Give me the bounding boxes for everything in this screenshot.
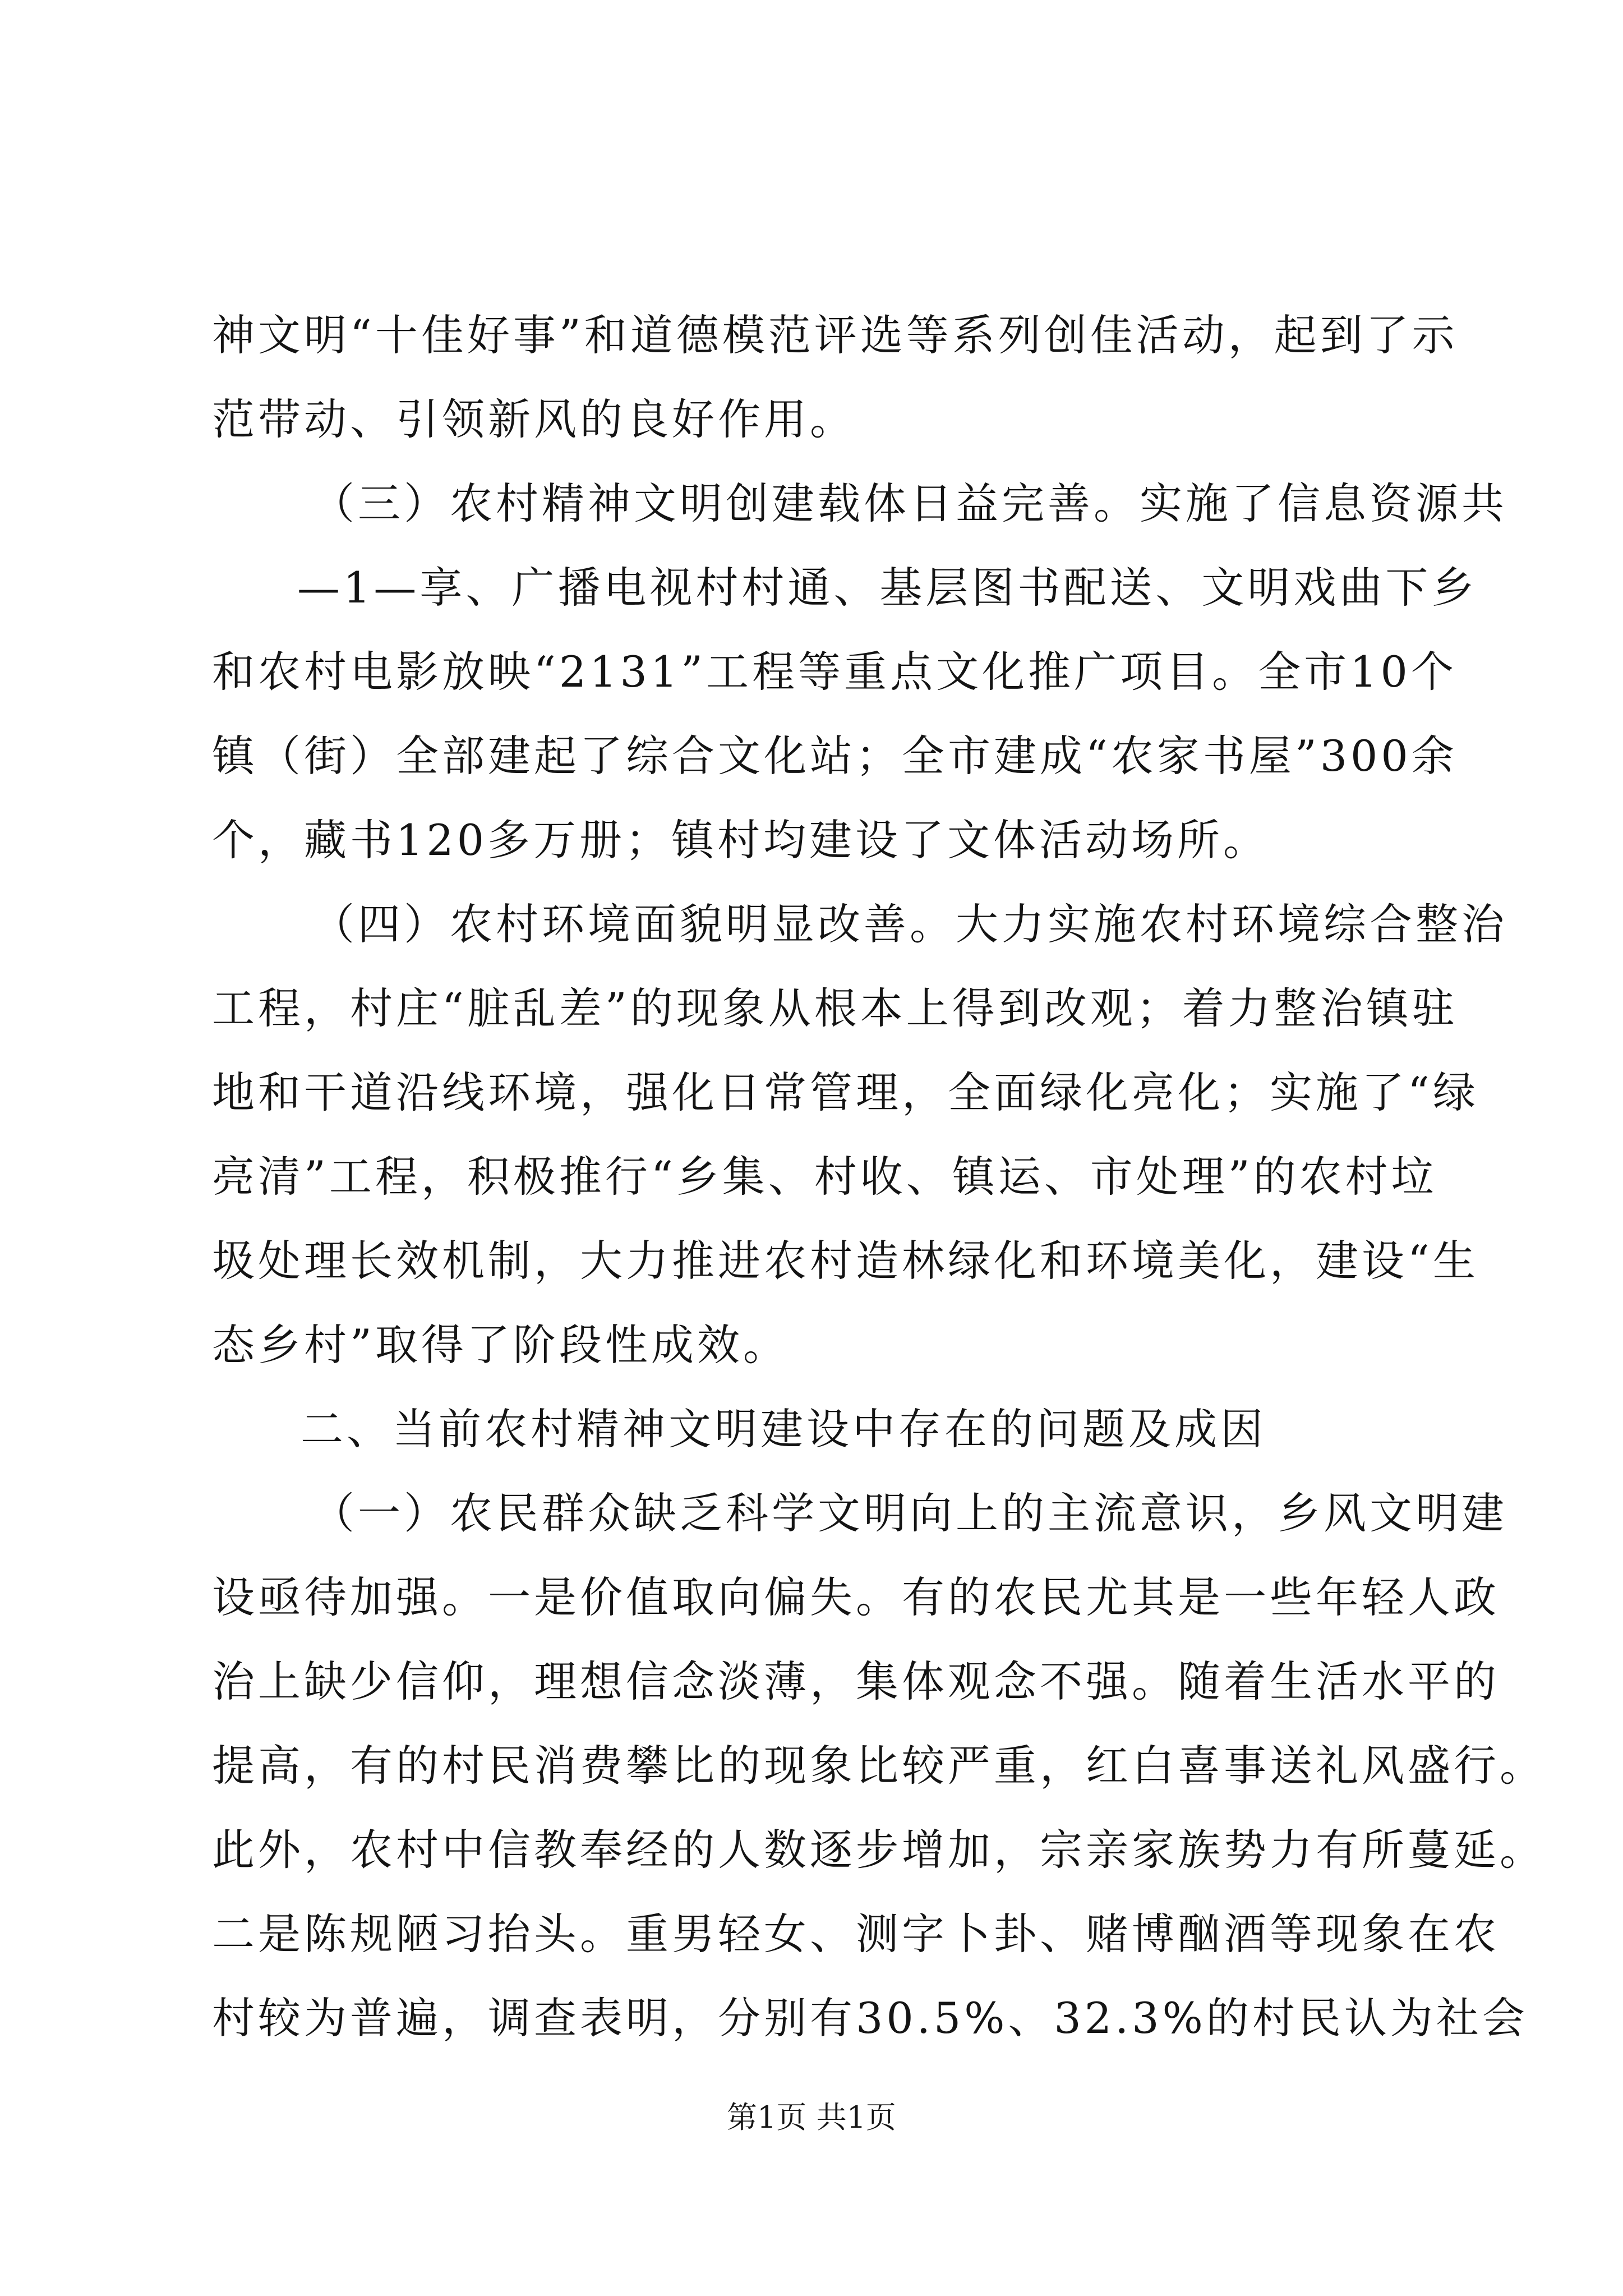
text-line: 亮清”工程，积极推行“乡集、村收、镇运、市处理”的农村垃 [212,1152,1437,1202]
text-line: 和农村电影放映“2131”工程等重点文化推广项目。全市10个 [212,647,1457,697]
text-line: 圾处理长效机制，大力推进农村造林绿化和环境美化，建设“生 [212,1236,1479,1286]
text-line: 范带动、引领新风的良好作用。 [212,394,856,444]
text-line: 二是陈规陋习抬头。重男轻女、测字卜卦、赌博酗酒等现象在农 [212,1909,1500,1959]
text-line: —1—享、广播电视村村通、基层图书配送、文明戏曲下乡 [297,563,1478,613]
text-line: 设亟待加强。一是价值取向偏失。有的农民尤其是一些年轻人政 [212,1572,1500,1622]
text-line: 个，藏书120多万册；镇村均建设了文体活动场所。 [212,815,1270,865]
paragraph-heading-1: （一）农民群众缺乏科学文明向上的主流意识，乡风文明建 [312,1488,1507,1538]
text-line: 提高，有的村民消费攀比的现象比较严重，红白喜事送礼风盛行。 [212,1741,1546,1791]
section-heading: 二、当前农村精神文明建设中存在的问题及成因 [301,1404,1266,1454]
text-line: 镇（街）全部建起了综合文化站；全市建成“农家书屋”300余 [212,731,1458,781]
text-line: 此外，农村中信教奉经的人数逐步增加，宗亲家族势力有所蔓延。 [212,1825,1546,1875]
text-line: 地和干道沿线环境，强化日常管理，全面绿化亮化；实施了“绿 [212,1068,1479,1117]
text-line: 神文明“十佳好事”和道德模范评选等系列创佳活动，起到了示 [212,310,1458,360]
text-line: 态乡村”取得了阶段性成效。 [212,1320,789,1370]
paragraph-heading-3: （三）农村精神文明创建载体日益完善。实施了信息资源共 [312,478,1507,528]
page-number-footer: 第1页 共1页 [727,2100,896,2135]
text-line: 工程，村庄“脏乱差”的现象从根本上得到改观；着力整治镇驻 [212,983,1458,1033]
text-line: 村较为普遍，调查表明，分别有30.5%、32.3%的村民认为社会 [212,1993,1528,2043]
paragraph-heading-4: （四）农村环境面貌明显改善。大力实施农村环境综合整治 [312,899,1507,949]
text-line: 治上缺少信仰，理想信念淡薄，集体观念不强。随着生活水平的 [212,1657,1500,1706]
